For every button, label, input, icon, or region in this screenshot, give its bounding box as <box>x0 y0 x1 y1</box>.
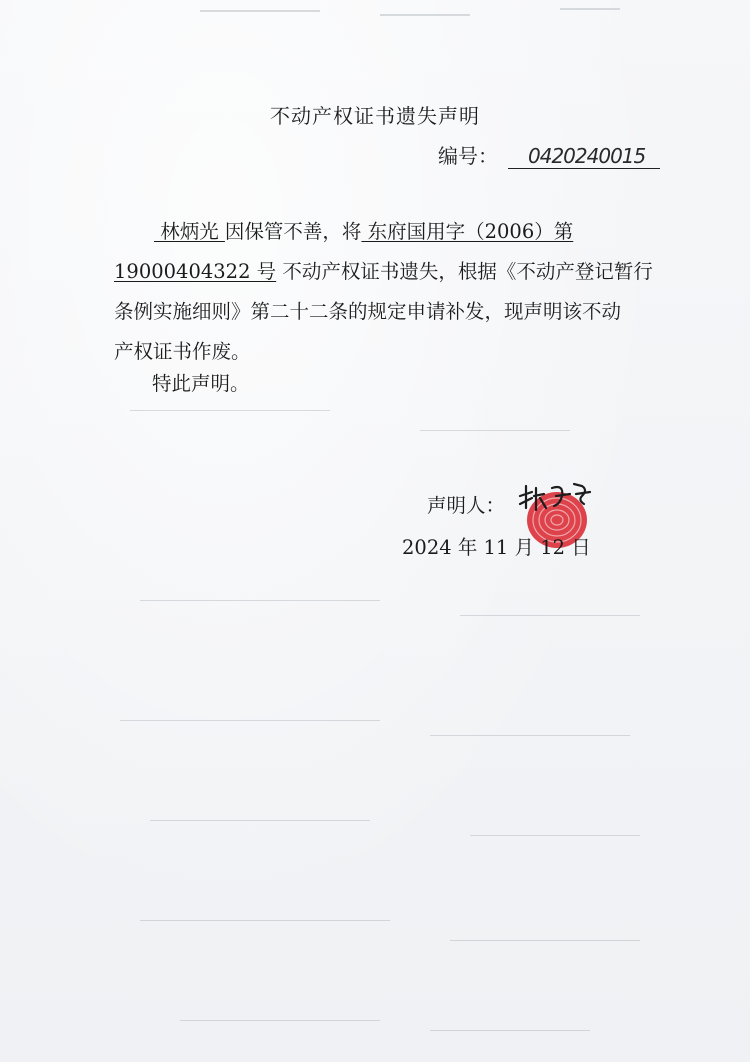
serial-label: 编号： <box>438 144 498 168</box>
paragraph-line-3: 条例实施细则》第二十二条的规定申请补发，现声明该不动 <box>114 300 622 323</box>
declaration-paragraph <box>114 212 674 372</box>
serial-number-row <box>438 140 660 169</box>
owner-name: 林炳光 <box>154 220 225 243</box>
paragraph-text-1: 因保管不善，将 <box>224 220 362 243</box>
declaration-date: 2024 年 11 月 12 日 <box>402 536 591 559</box>
document-title: 不动产权证书遗失声明 <box>270 104 480 128</box>
certificate-reference: 东府国用字（2006）第 <box>361 220 574 243</box>
serial-handwritten-value: 0420240015 <box>528 144 646 168</box>
paragraph-text-2: 不动产权证书遗失，根据《不动产登记暂行 <box>276 260 653 283</box>
closing-statement: 特此声明。 <box>152 372 250 395</box>
paragraph-line-4: 产权证书作废。 <box>114 340 251 363</box>
signer-label: 声明人： <box>427 494 506 517</box>
paragraph-line-1 <box>114 212 674 252</box>
serial-underline <box>508 144 660 169</box>
paragraph-line-2 <box>114 252 674 292</box>
certificate-number: 19000404322 号 <box>114 260 277 283</box>
